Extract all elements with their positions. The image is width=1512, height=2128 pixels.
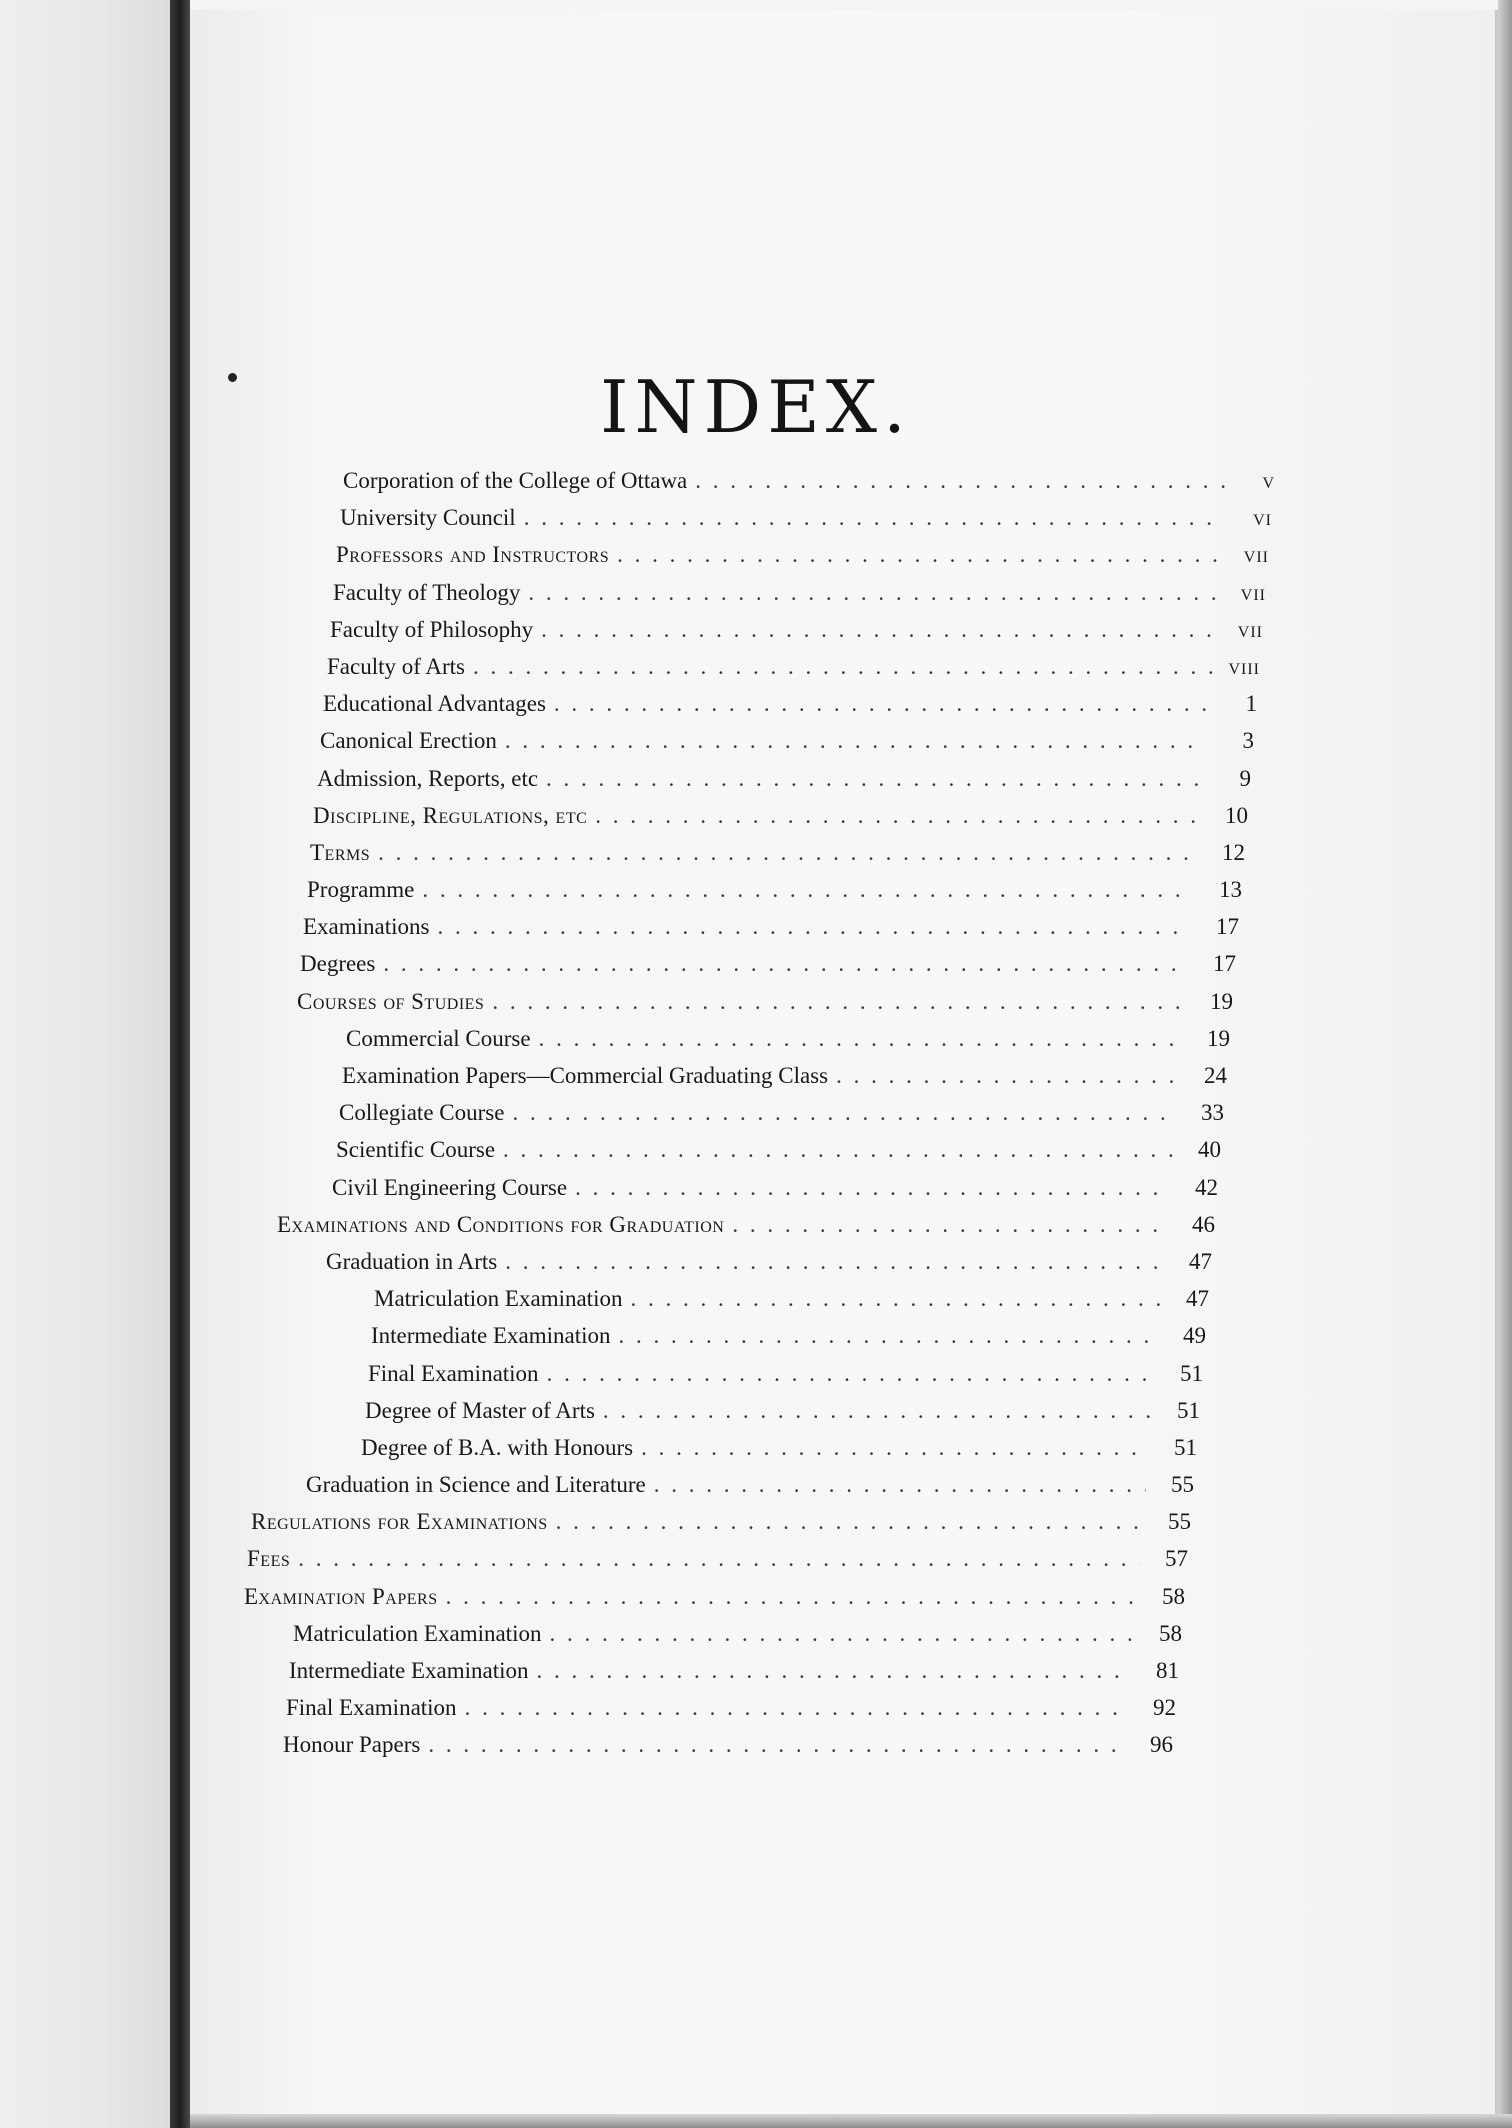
page-number: 58 [1159,1620,1182,1646]
index-entry [327,654,1260,691]
entry-title: Admission, Reports, etc [317,765,539,791]
dot-leader [473,654,1212,680]
page-number: 17 [1216,914,1239,940]
page-number: vii [1237,616,1263,642]
page-number: 3 [1242,728,1254,754]
index-entry [297,989,1233,1026]
entry-title: Graduation in Arts [326,1248,498,1274]
dot-leader [541,617,1215,643]
page-number: 51 [1174,1434,1197,1460]
entry-title: Educational Advantages [323,691,546,717]
index-entry [365,1398,1200,1435]
dot-leader [617,542,1221,568]
dot-leader [695,468,1227,494]
page-number: 46 [1192,1211,1215,1237]
index-entry [326,1249,1212,1286]
index-entry [247,1546,1188,1583]
dot-leader [603,1398,1152,1424]
entry-title: Degrees [300,951,376,977]
dot-leader [524,505,1224,531]
dot-leader [575,1175,1170,1201]
dot-leader [465,1695,1128,1721]
dot-leader [549,1621,1134,1647]
entry-title: Examinations and Conditions for Graduation [277,1211,725,1237]
page-number: vii [1243,542,1269,568]
entry-title: Intermediate Examination [289,1658,529,1683]
index-entries [0,468,1512,1770]
page-number: 10 [1225,802,1248,828]
index-entry [317,766,1251,803]
dot-leader [437,914,1191,940]
entry-title: Discipline, Regulations, etc [313,802,588,828]
index-entry [336,542,1269,579]
entry-title: Examinations [303,914,430,940]
entry-title: Terms [310,839,371,865]
entry-title: Matriculation Examination [293,1620,542,1646]
entry-title: Regulations for Examinations [251,1509,548,1535]
dot-leader [298,1546,1140,1572]
index-entry [339,1100,1224,1137]
page-number: 92 [1153,1695,1176,1721]
entry-title: Final Examination [286,1695,457,1721]
index-entry [244,1584,1185,1621]
index-entry [342,1063,1227,1100]
index-entry [323,691,1257,728]
index-entry [300,951,1236,988]
page-number: 47 [1186,1286,1209,1312]
entry-title: Examination Papers [244,1583,438,1609]
dot-leader [505,728,1206,754]
index-entry [346,1026,1230,1063]
dot-leader [556,1509,1143,1535]
index-entry [277,1212,1215,1249]
dot-leader [836,1063,1179,1089]
index-entry [310,840,1245,877]
index-entry [320,728,1254,765]
page-number: 58 [1162,1583,1185,1609]
dot-leader [528,580,1218,606]
dot-leader [492,989,1185,1015]
page-number: 49 [1183,1323,1206,1349]
dot-leader [630,1286,1161,1312]
page-number: vii [1240,579,1266,605]
entry-title: Collegiate Course [339,1100,505,1126]
dot-leader [539,1026,1182,1052]
dot-leader [595,803,1200,829]
page-number: 19 [1207,1025,1230,1051]
index-entry [330,617,1263,654]
index-entry [368,1361,1203,1398]
dot-leader [546,766,1203,792]
page-number: 24 [1204,1063,1227,1088]
entry-title: Faculty of Philosophy [330,616,534,642]
entry-title: Intermediate Examination [371,1323,611,1349]
dot-leader [547,1361,1155,1387]
dot-leader [641,1435,1149,1461]
page-number: 57 [1165,1546,1188,1572]
entry-title: Professors and Instructors [336,542,610,568]
index-entry [374,1286,1209,1323]
entry-title: Examination Papers—Commercial Graduating Class [342,1063,829,1088]
page-number: 81 [1156,1658,1179,1683]
index-entry [293,1621,1182,1658]
dot-leader [654,1472,1146,1498]
page-number: vi [1253,505,1272,531]
entry-title: University Council [340,505,516,531]
index-entry [332,1175,1218,1212]
page-number: 9 [1239,765,1251,791]
page-number: 55 [1168,1509,1191,1535]
page-number: 19 [1210,988,1233,1014]
entry-title: Civil Engineering Course [332,1174,568,1200]
dot-leader [732,1212,1167,1238]
index-entry [371,1323,1206,1360]
entry-title: Fees [247,1546,291,1572]
page-number: 51 [1177,1397,1200,1423]
entry-title: Degree of Master of Arts [365,1397,595,1423]
page-number: 40 [1198,1137,1221,1163]
entry-title: Courses of Studies [297,988,485,1014]
dot-leader [537,1658,1132,1684]
dot-leader [383,951,1188,977]
page-number: 42 [1195,1174,1218,1200]
index-entry [303,914,1239,951]
entry-title: Canonical Erection [320,728,497,754]
entry-title: Honour Papers [283,1732,421,1758]
index-entry [361,1435,1197,1472]
entry-title: Corporation of the College of Ottawa [343,468,688,493]
index-entry [251,1509,1191,1546]
dot-leader [505,1249,1164,1275]
dot-leader [554,691,1209,717]
dot-leader [446,1584,1137,1610]
entry-title: Commercial Course [346,1025,531,1051]
index-entry [340,505,1272,542]
page-title: INDEX. [600,365,912,449]
page-number: 1 [1245,691,1257,717]
page-number: 47 [1189,1248,1212,1274]
index-entry [306,1472,1194,1509]
page-number: 13 [1219,877,1242,903]
entry-title: Faculty of Theology [333,579,521,605]
index-entry [343,468,1275,505]
page-number: 12 [1222,839,1245,865]
dot-leader [512,1100,1176,1126]
entry-title: Graduation in Science and Literature [306,1472,646,1498]
page-bottom-edge [190,2114,1512,2128]
index-entry [286,1695,1176,1732]
dot-leader [378,840,1197,866]
page-number: 96 [1150,1732,1173,1758]
index-entry [289,1658,1179,1695]
dot-leader [422,877,1194,903]
page-number: viii [1228,653,1260,679]
index-entry [336,1137,1221,1174]
entry-title: Scientific Course [336,1137,496,1163]
page-number: 17 [1213,951,1236,977]
index-entry [283,1732,1173,1769]
entry-title: Degree of B.A. with Honours [361,1434,634,1460]
entry-title: Final Examination [368,1360,539,1386]
index-entry [307,877,1242,914]
index-entry [313,803,1248,840]
page-number: 51 [1180,1360,1203,1386]
entry-title: Programme [307,877,415,903]
page-number: v [1262,468,1275,493]
entry-title: Matriculation Examination [374,1286,623,1312]
page-number: 55 [1171,1472,1194,1498]
page-number: 33 [1201,1100,1224,1126]
dot-leader [503,1137,1173,1163]
index-entry [333,580,1266,617]
entry-title: Faculty of Arts [327,653,465,679]
dot-leader [619,1323,1159,1349]
dot-leader [428,1732,1125,1758]
